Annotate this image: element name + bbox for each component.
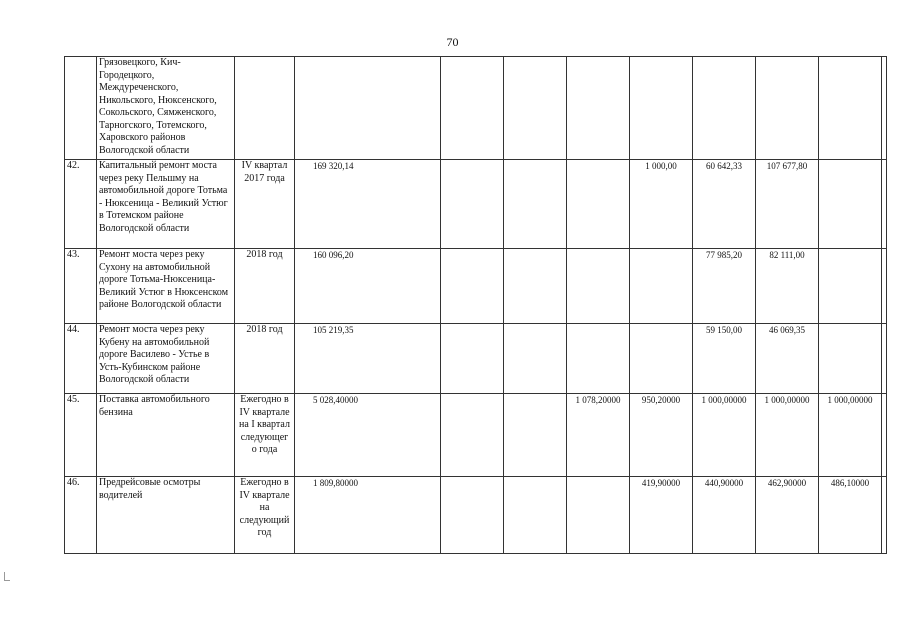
row-description: Предрейсовые осмотры водителей bbox=[97, 477, 235, 554]
row-value-cell: 60 642,33 bbox=[693, 160, 756, 249]
row-value-cell: 1 000,00000 bbox=[756, 394, 819, 477]
row-total-value bbox=[295, 57, 441, 160]
row-value-cell bbox=[882, 249, 887, 324]
table-row bbox=[65, 477, 887, 554]
row-value-cell bbox=[441, 394, 504, 477]
row-value-cell bbox=[441, 57, 504, 160]
row-value-cell: 1 000,00000 bbox=[693, 394, 756, 477]
row-value-cell bbox=[504, 249, 567, 324]
table-row bbox=[65, 394, 887, 477]
row-value-cell: 77 985,20 bbox=[693, 249, 756, 324]
row-value-cell bbox=[441, 324, 504, 394]
row-value-cell bbox=[567, 160, 630, 249]
row-value-cell bbox=[882, 160, 887, 249]
row-value-cell bbox=[567, 324, 630, 394]
row-total-value: 160 096,20 bbox=[295, 249, 441, 324]
row-number: 42. bbox=[65, 160, 97, 249]
row-value-cell bbox=[693, 57, 756, 160]
row-value-cell bbox=[441, 249, 504, 324]
row-total-value: 5 028,40000 bbox=[295, 394, 441, 477]
row-total-value: 105 219,35 bbox=[295, 324, 441, 394]
row-total-value: 1 809,80000 bbox=[295, 477, 441, 554]
row-number: 45. bbox=[65, 394, 97, 477]
row-description: Грязовецкого, Кич-Городецкого, Междуреченского, Никольского, Нюксенского, Сокольского, Сямженского, Тарногского, Тотемского, Харовского районов Вологодской области bbox=[97, 57, 235, 160]
row-value-cell bbox=[882, 394, 887, 477]
row-value-cell bbox=[504, 477, 567, 554]
row-value-cell bbox=[819, 249, 882, 324]
row-description: Ремонт моста через реку Сухону на автомобильной дороге Тотьма-Нюксеница-Великий Устюг в Нюксенском районе Вологодской области bbox=[97, 249, 235, 324]
page-number: 70 bbox=[446, 35, 459, 49]
row-period: Ежегодно в IV квартале на следующий год bbox=[235, 477, 295, 554]
row-value-cell bbox=[567, 57, 630, 160]
row-value-cell bbox=[567, 477, 630, 554]
row-value-cell bbox=[819, 160, 882, 249]
row-total-value: 169 320,14 bbox=[295, 160, 441, 249]
row-value-cell bbox=[504, 57, 567, 160]
row-number: 46. bbox=[65, 477, 97, 554]
table-row bbox=[65, 160, 887, 249]
row-value-cell bbox=[567, 249, 630, 324]
row-value-cell: 59 150,00 bbox=[693, 324, 756, 394]
row-value-cell bbox=[882, 57, 887, 160]
row-value-cell: 82 111,00 bbox=[756, 249, 819, 324]
row-number: 44. bbox=[65, 324, 97, 394]
row-description: Поставка автомобильного бензина bbox=[97, 394, 235, 477]
row-period: 2018 год bbox=[235, 249, 295, 324]
row-period: Ежегодно в IV квартале на I квартал следующег о года bbox=[235, 394, 295, 477]
row-description: Капитальный ремонт моста через реку Пельшму на автомобильной дороге Тотьма - Нюксеница - Великий Устюг в Тотемском районе Вологодской области bbox=[97, 160, 235, 249]
row-value-cell bbox=[504, 160, 567, 249]
table-row bbox=[65, 249, 887, 324]
row-value-cell bbox=[441, 477, 504, 554]
row-value-cell bbox=[819, 57, 882, 160]
row-value-cell bbox=[630, 324, 693, 394]
row-value-cell bbox=[756, 57, 819, 160]
margin-mark bbox=[4, 572, 10, 581]
row-value-cell bbox=[882, 477, 887, 554]
budget-table bbox=[64, 56, 887, 554]
row-value-cell: 419,90000 bbox=[630, 477, 693, 554]
row-value-cell: 1 000,00 bbox=[630, 160, 693, 249]
row-value-cell bbox=[504, 394, 567, 477]
row-number bbox=[65, 57, 97, 160]
row-value-cell: 107 677,80 bbox=[756, 160, 819, 249]
row-value-cell bbox=[504, 324, 567, 394]
row-value-cell bbox=[630, 249, 693, 324]
table-row bbox=[65, 57, 887, 160]
row-value-cell bbox=[819, 324, 882, 394]
row-period: IV квартал 2017 года bbox=[235, 160, 295, 249]
row-period bbox=[235, 57, 295, 160]
row-value-cell: 46 069,35 bbox=[756, 324, 819, 394]
row-value-cell bbox=[630, 57, 693, 160]
row-number: 43. bbox=[65, 249, 97, 324]
row-value-cell: 486,10000 bbox=[819, 477, 882, 554]
row-period: 2018 год bbox=[235, 324, 295, 394]
row-value-cell: 1 000,00000 bbox=[819, 394, 882, 477]
row-value-cell: 950,20000 bbox=[630, 394, 693, 477]
row-description: Ремонт моста через реку Кубену на автомобильной дороге Василево - Устье в Усть-Кубинском районе Вологодской области bbox=[97, 324, 235, 394]
row-value-cell bbox=[441, 160, 504, 249]
row-value-cell: 1 078,20000 bbox=[567, 394, 630, 477]
row-value-cell: 462,90000 bbox=[756, 477, 819, 554]
row-value-cell bbox=[882, 324, 887, 394]
row-value-cell: 440,90000 bbox=[693, 477, 756, 554]
table-row bbox=[65, 324, 887, 394]
